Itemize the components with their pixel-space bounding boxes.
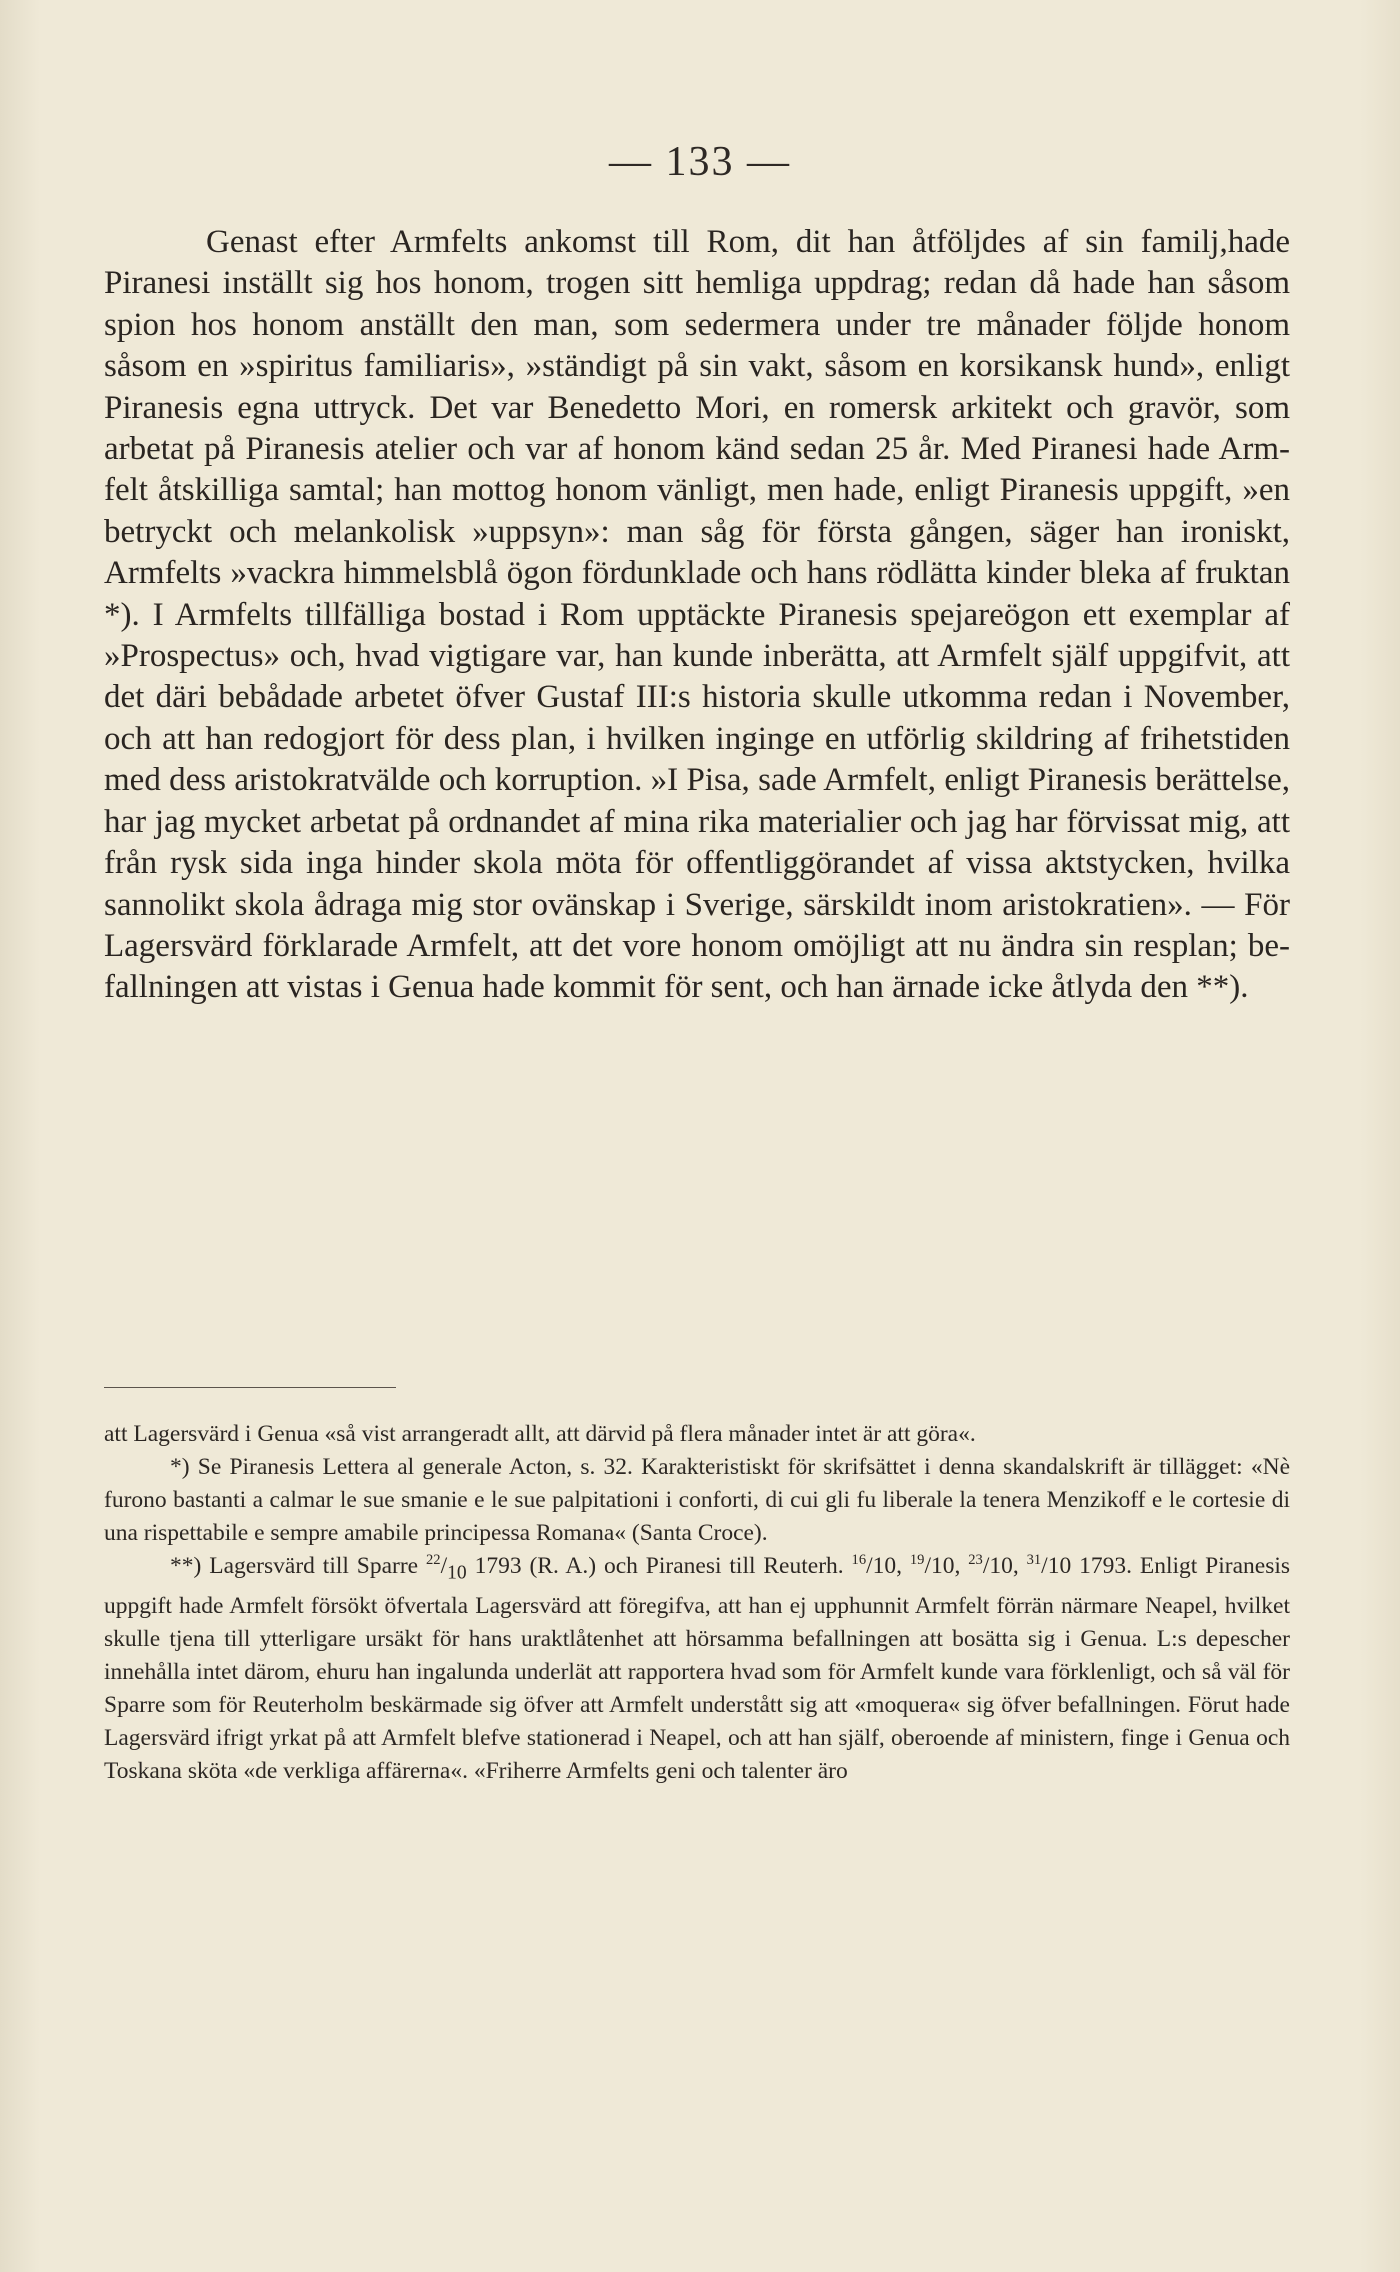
- footnote-2-date2-month: /10: [924, 1553, 955, 1579]
- footnote-2-rest: 1793. Enligt Piranesis uppgift hade Armfelt försökt öfvertala Lagersvärd att föregifva, att han ej upphunnit Armfelt förrän närmare Neapel, hvilket skulle tjena till ytterligare ursäkt för hans uraktlåtenhet att hörsamma befallningen att bosätta sig i Genua. L:s depescher innehålla intet därom, ehuru han ingalunda underlät att rapportera hvad som för Armfelt kunde vara förklenligt, och så väl för Sparre som för Reuterholm beskärmade sig öfver att Armfelt understått sig att «moquera« sig öfver befallningen. Förut hade Lagersvärd ifrigt yrkat på att Armfelt blefve stationerad i Neapel, och att han själf, oberoende af ministern, finge i Genua och Toskana sköta «de verkliga affärerna«. «Friherre Armfelts geni och talenter äro: [104, 1553, 1291, 1784]
- footnote-2-date-month: 10: [447, 1562, 467, 1584]
- footnote-2-sep1: ,: [896, 1553, 910, 1579]
- footnote-2-sep2: ,: [954, 1553, 969, 1579]
- footnote-2-date-slash: /: [440, 1553, 448, 1579]
- footnote-1: *) Se Piranesis Lettera al generale Acton, s. 32. Karakteristiskt för skrifsättet i denna skandalskrift är tillägget: «Nè furono bastanti a calmar le sue smanie e le sue palpitationi i conforti, di cui gli fu liberale la tenera Menzikoff e le cortesie di una rispettabile e sempre amabile principessa Romana« (Santa Croce).: [104, 1454, 1290, 1546]
- footnote-2-date-day: 22: [426, 1552, 441, 1569]
- footnotes-block: [104, 1418, 1290, 1788]
- main-text-block: [104, 222, 1290, 1009]
- footnote-separator: [104, 1387, 396, 1388]
- footnote-2-text-a: 1793 (R. A.) och Piranesi till Reuterh.: [466, 1553, 852, 1579]
- body-paragraph: Genast efter Armfelts ankomst till Rom, dit han åtföljdes af sin familj,hade Piranesi inställt sig hos honom, trogen sitt hemliga uppdrag; redan då hade han såsom spion hos honom anställt den man, som sedermera under tre månader följde honom såsom en »spiritus familiaris», »ständigt på sin vakt, såsom en korsikansk hund», enligt Piranesis egna uttryck. Det var Benedetto Mori, en romersk arkitekt och gravör, som arbetat på Piranesis atelier och var af honom känd sedan 25 år. Med Piranesi hade Armfelt åtskilliga samtal; han mottog honom vänligt, men hade, enligt Piranesis uppgift, »en betryckt och melankolisk »uppsyn»: man såg för första gången, säger han ironiskt, Armfelts »vackra himmelsblå ögon fördunklade och hans rödlätta kinder bleka af fruktan *). I Armfelts tillfälliga bostad i Rom upptäckte Piranesis spejareögon ett exemplar af »Prospectus» och, hvad vigtigare var, han kunde inberätta, att Armfelt själf uppgifvit, att det däri bebådade arbetet öfver Gustaf III:s historia skulle utkomma redan i November, och att han redogjort för dess plan, i hvilken inginge en utförlig skildring af frihetstiden med dess aristokratvälde och korruption. »I Pisa, sade Armfelt, enligt Piranesis berättelse, har jag mycket arbetat på ordnandet af mina rika materialier och jag har förvissat mig, att från rysk sida inga hinder skola möta för offentliggörandet af vissa aktstycken, hvilka sannolikt skola ådraga mig stor ovänskap i Sverige, särskildt inom aristokratien». — För Lagersvärd förklarade Armfelt, att det vore honom omöjligt att nu ändra sin resplan; befallningen att vistas i Genua hade kommit för sent, och han ärnade icke åtlyda den **).: [104, 224, 1290, 1006]
- footnote-2-date4-day: 31: [1026, 1552, 1042, 1569]
- page-number: — 133 —: [609, 139, 791, 185]
- footnote-continuation: att Lagersvärd i Genua «så vist arrangeradt allt, att därvid på flera månader intet är att göra«.: [104, 1421, 976, 1447]
- footnote-2-date3-month: /10: [982, 1553, 1013, 1579]
- footnote-2-date2-day: 19: [909, 1552, 925, 1569]
- footnote-2-date4-month: /10: [1041, 1553, 1072, 1579]
- footnote-2-date3-day: 23: [968, 1552, 983, 1569]
- footnote-2: [104, 1550, 1290, 1788]
- footnote-2-start: **) Lagersvärd till Sparre: [170, 1553, 427, 1579]
- footnote-2-sep3: ,: [1012, 1553, 1027, 1579]
- footnote-2-date1-month: /10: [866, 1553, 897, 1579]
- footnote-2-date1-day: 16: [851, 1552, 867, 1569]
